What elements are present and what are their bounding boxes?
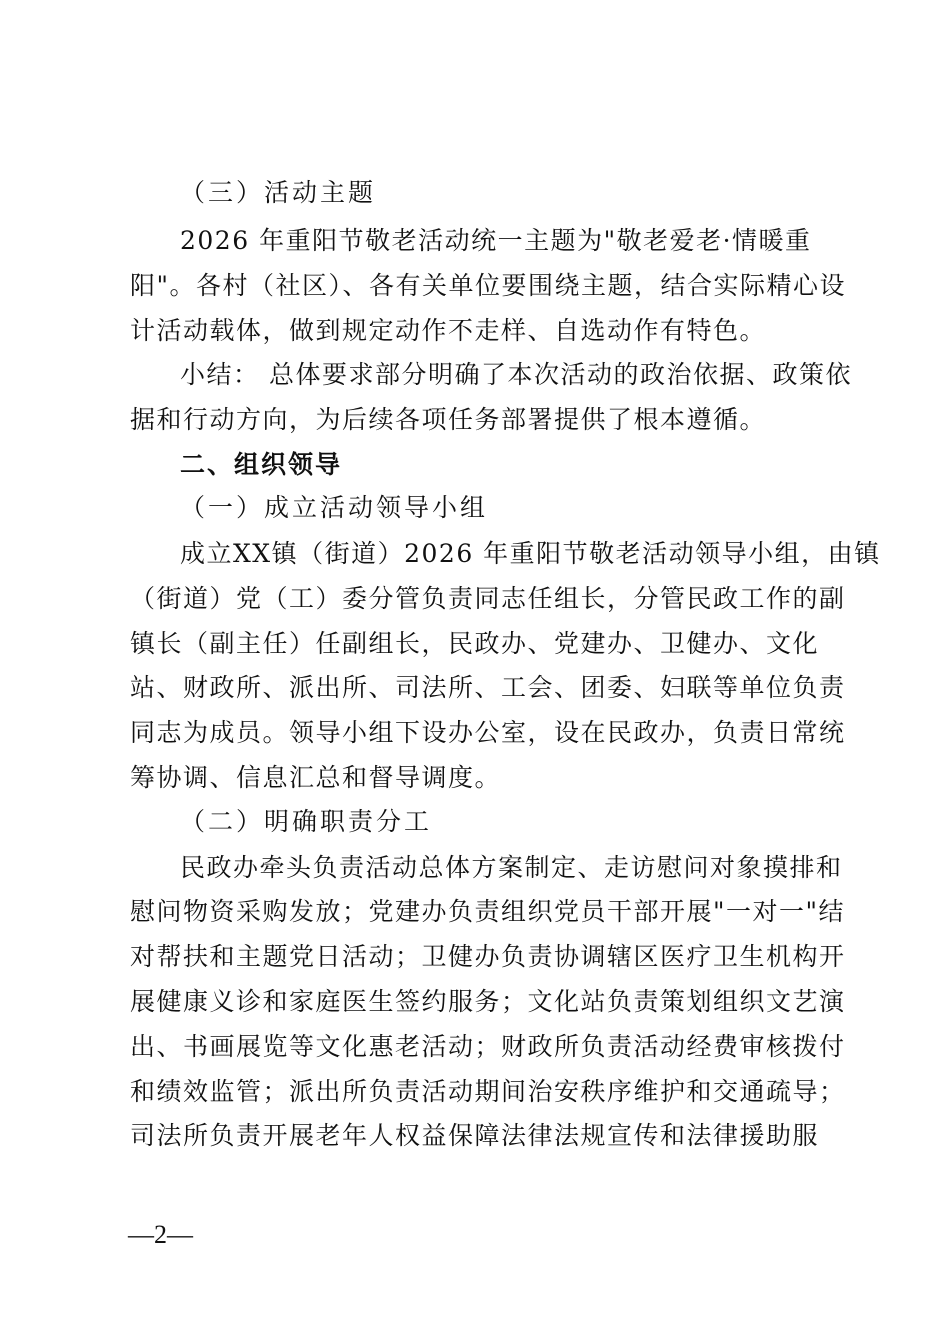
paragraph-line: 镇长（副主任）任副组长，民政办、党建办、卫健办、文化 bbox=[130, 629, 820, 658]
paragraph-line: 成立XX镇（街道）2026 年重阳节敬老活动领导小组，由镇 bbox=[180, 539, 881, 568]
paragraph-line: 出、书画展览等文化惠老活动；财政所负责活动经费审核拨付 bbox=[130, 1032, 846, 1061]
paragraph-line: 和绩效监管；派出所负责活动期间治安秩序维护和交通疏导； bbox=[130, 1077, 846, 1106]
paragraph-line: 对帮扶和主题党日活动；卫健办负责协调辖区医疗卫生机构开 bbox=[130, 942, 846, 971]
paragraph-line: 司法所负责开展老年人权益保障法律法规宣传和法律援助服 bbox=[130, 1121, 820, 1150]
paragraph-line: 展健康义诊和家庭医生签约服务；文化站负责策划组织文艺演 bbox=[130, 987, 846, 1016]
section-heading-activity-theme: （三）活动主题 bbox=[180, 178, 377, 207]
paragraph-line: 2026 年重阳节敬老活动统一主题为"敬老爱老·情暖重 bbox=[180, 226, 812, 255]
paragraph-line: 阳"。各村（社区）、各有关单位要围绕主题，结合实际精心设 bbox=[130, 271, 847, 300]
paragraph-line: （街道）党（工）委分管负责同志任组长，分管民政工作的副 bbox=[130, 584, 846, 613]
subsection-heading-leading-group: （一）成立活动领导小组 bbox=[180, 493, 489, 522]
paragraph-line: 民政办牵头负责活动总体方案制定、走访慰问对象摸排和 bbox=[180, 853, 843, 882]
page-number: —2— bbox=[128, 1220, 193, 1249]
paragraph-line: 慰问物资采购发放；党建办负责组织党员干部开展"一对一"结 bbox=[130, 897, 846, 926]
summary-line: 小结： 总体要求部分明确了本次活动的政治依据、政策依 bbox=[180, 360, 852, 389]
paragraph-line: 站、财政所、派出所、司法所、工会、团委、妇联等单位负责 bbox=[130, 673, 846, 702]
summary-line: 据和行动方向，为后续各项任务部署提供了根本遵循。 bbox=[130, 405, 767, 434]
paragraph-line: 计活动载体，做到规定动作不走样、自选动作有特色。 bbox=[130, 316, 767, 345]
paragraph-line: 同志为成员。领导小组下设办公室，设在民政办，负责日常统 bbox=[130, 718, 846, 747]
section-heading-organization: 二、组织领导 bbox=[180, 450, 343, 479]
paragraph-line: 筹协调、信息汇总和督导调度。 bbox=[130, 763, 502, 792]
subsection-heading-responsibilities: （二）明确职责分工 bbox=[180, 807, 433, 836]
